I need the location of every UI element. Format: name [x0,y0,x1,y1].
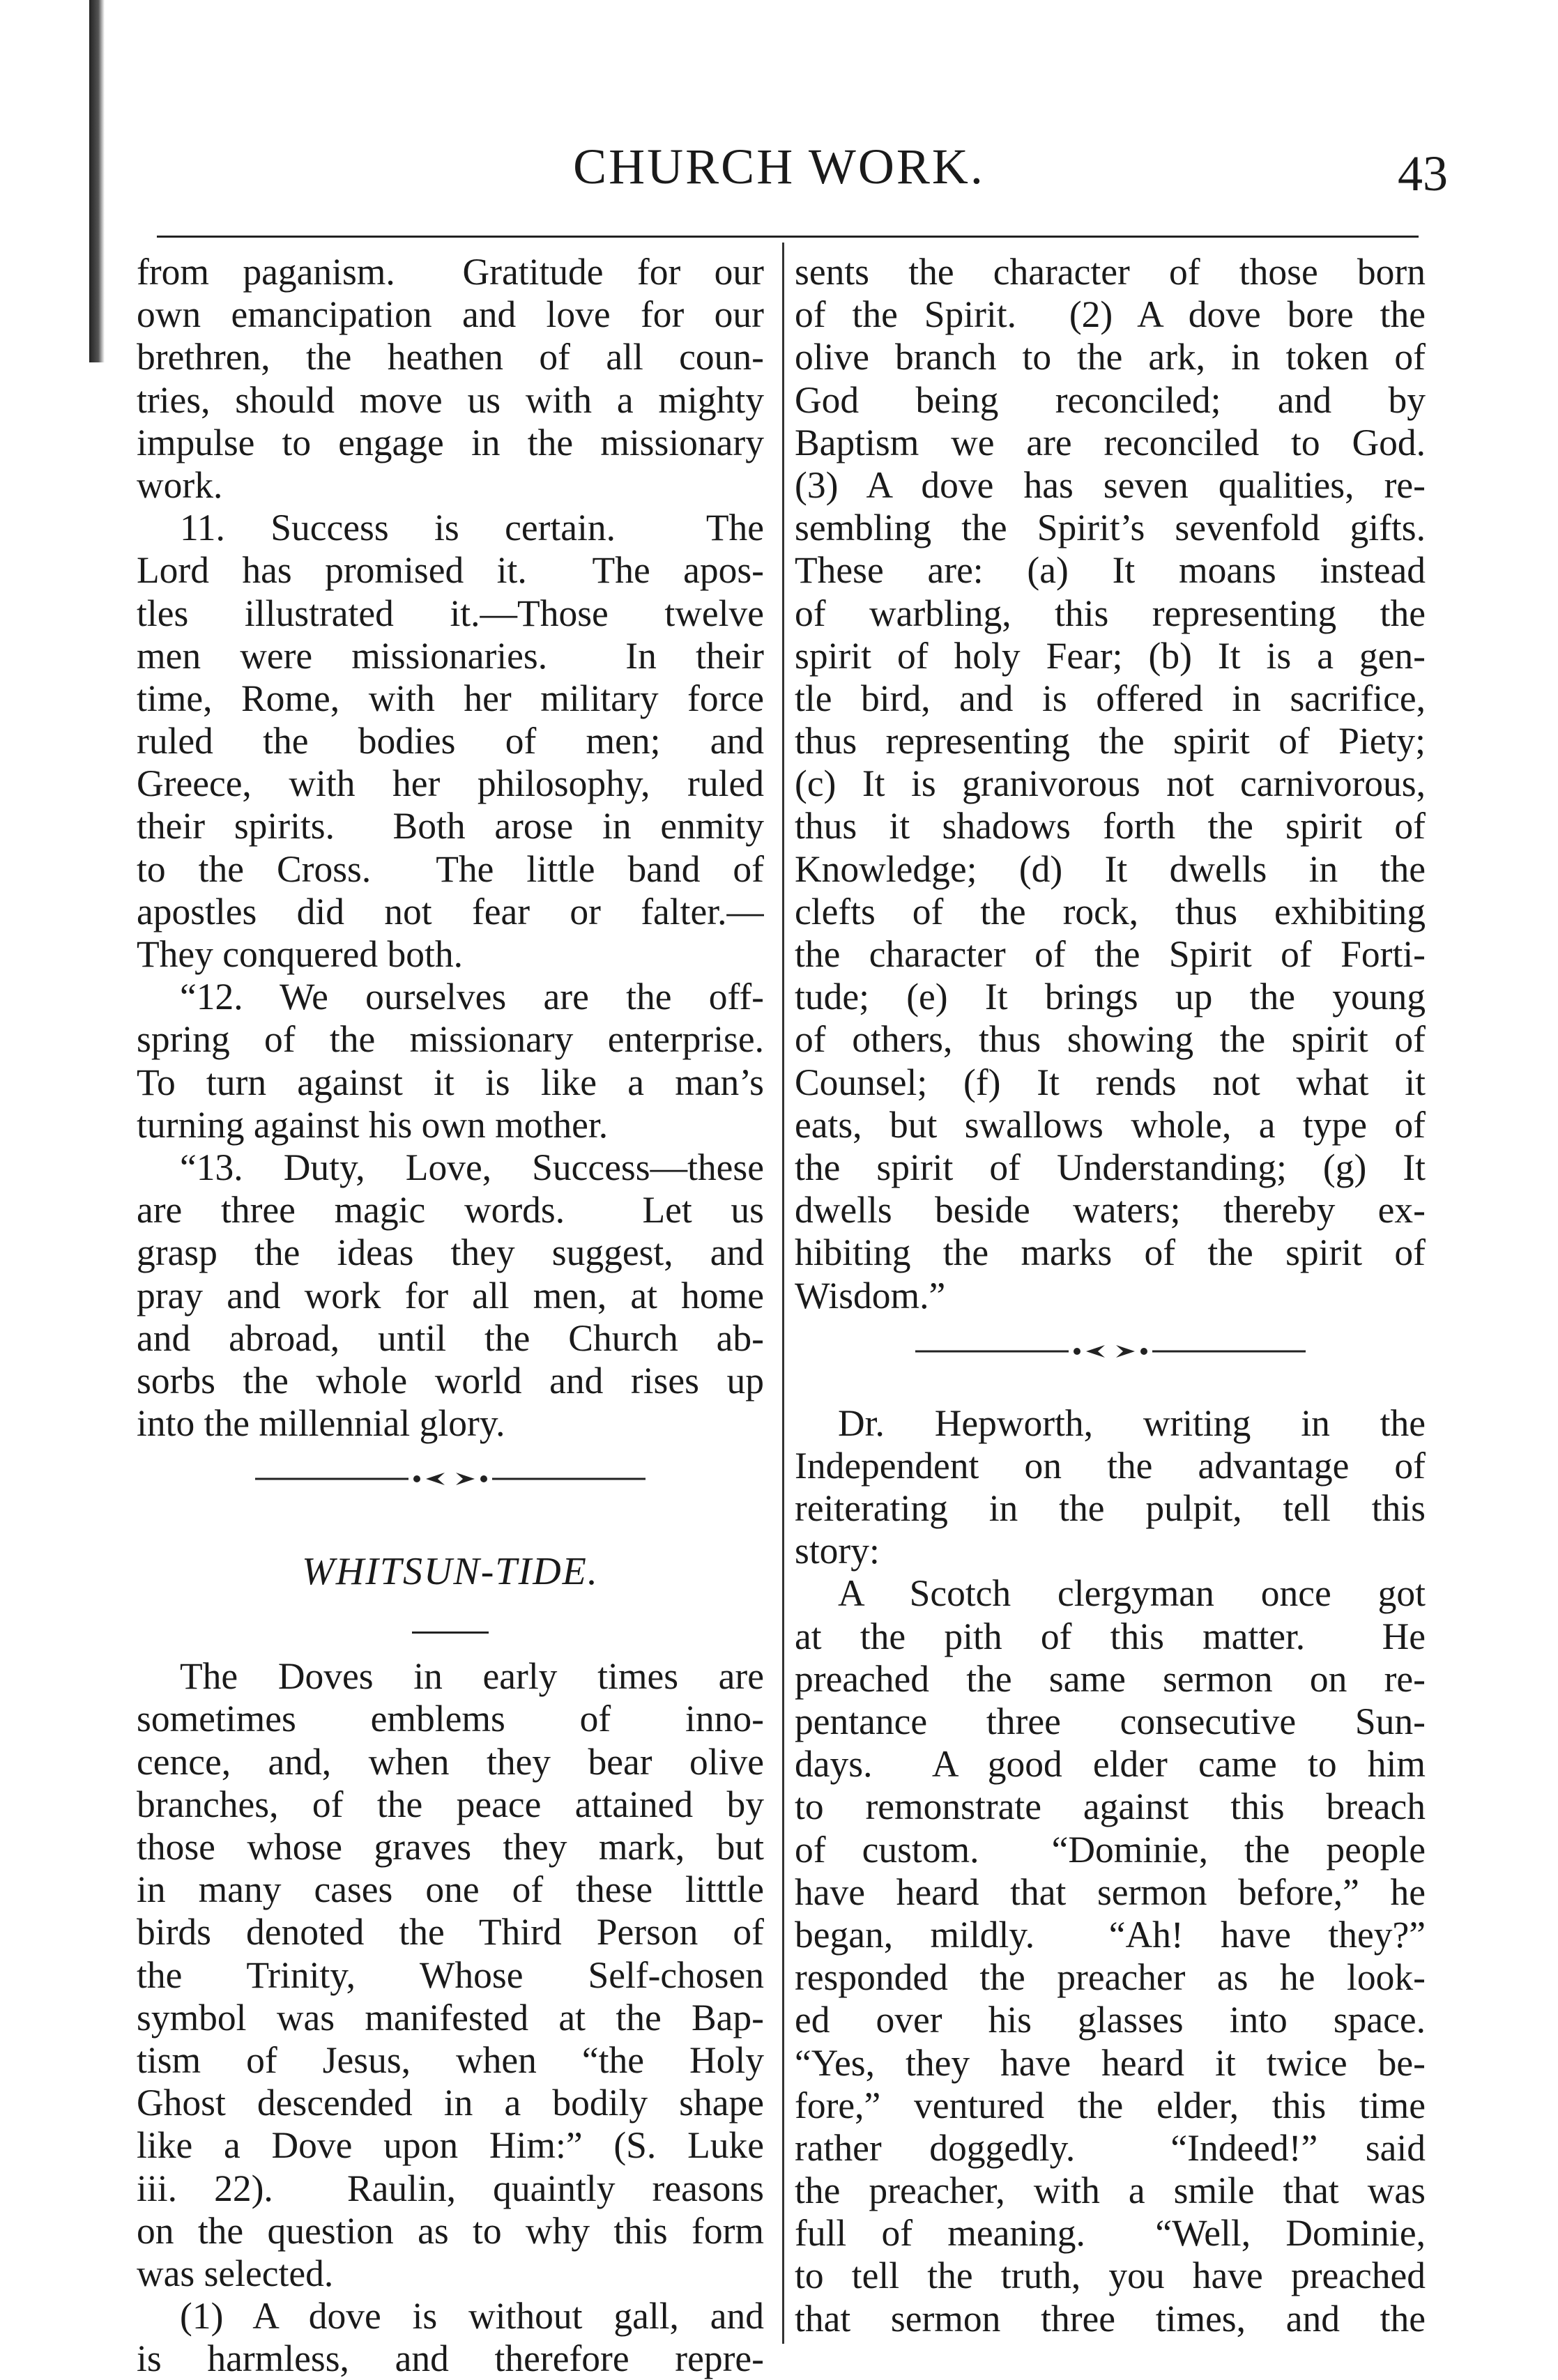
text-line: the Trinity, Whose Self-chosen [137,1953,764,1996]
text-line: time, Rome, with her military force [137,677,764,719]
text-line: (1) A dove is without gall, and [180,2295,764,2337]
text-line: tude; (e) It brings up the young [795,976,1426,1018]
text-line: tle bird, and is offered in sacrifice, [795,677,1426,719]
column-divider [782,243,784,2344]
text-line: of custom. “Dominie, the people [795,1828,1426,1871]
text-line: those whose graves they mark, but [137,1826,764,1868]
text-line: dwells beside waters; thereby ex- [795,1189,1426,1231]
text-line: of others, thus showing the spirit of [795,1018,1426,1061]
text-line: brethren, the heathen of all coun- [137,336,764,378]
text-line: pray and work for all men, at home [137,1274,764,1316]
text-line: men were missionaries. In their [137,634,764,677]
text-line: their spirits. Both arose in enmity [137,805,764,847]
text-line: Ghost descended in a bodily shape [137,2082,764,2124]
text-line: ruled the bodies of men; and [137,720,764,762]
text-line: like a Dove upon Him:” (S. Luke [137,2124,764,2167]
text-line: clefts of the rock, thus exhibiting [795,890,1426,932]
text-line: reiterating in the pulpit, tell this [795,1487,1426,1530]
ornament-divider [255,1468,646,1489]
text-line: responded the preacher as he look- [795,1956,1426,1999]
paragraph [137,2295,764,2380]
text-line: ed over his glasses into space. [795,1999,1426,2041]
text-line: and abroad, until the Church ab- [137,1316,764,1359]
text-line: the preacher, with a smile that was [795,2170,1426,2212]
text-line: story: [795,1530,880,1572]
text-line: The Doves in early times are [180,1655,764,1698]
text-line: of the Spirit. (2) A dove bore the [795,293,1426,336]
text-line: Independent on the advantage of [795,1444,1426,1487]
text-line: began, mildly. “Ah! have they?” [795,1913,1426,1956]
text-line: of warbling, this representing the [795,592,1426,634]
page-number: 43 [1398,146,1448,201]
text-line: pentance three consecutive Sun- [795,1700,1426,1742]
text-line: to the Cross. The little band of [137,847,764,890]
paragraph [137,1655,764,2295]
text-line: God being reconciled; and by [795,378,1426,421]
text-line: that sermon three times, and the [795,2297,1426,2340]
text-line: work. [137,463,223,506]
text-line: sometimes emblems of inno- [137,1698,764,1740]
text-line: Knowledge; (d) It dwells in the [795,847,1426,890]
section-ornament [795,1317,1426,1402]
text-line: to tell the truth, you have preached [795,2255,1426,2297]
right-column [795,251,1426,2340]
title-rule [137,1613,764,1655]
text-line: symbol was manifested at the Bap- [137,1996,764,2039]
text-line: spring of the missionary enterprise. [137,1018,764,1061]
text-line: days. A good elder came to him [795,1743,1426,1786]
text-line: fore,” ventured the elder, this time [795,2084,1426,2126]
left-column [137,251,764,2380]
text-line: These are: (a) It moans instead [795,549,1426,592]
text-line: is harmless, and therefore repre- [137,2337,764,2380]
text-line: Wisdom.” [795,1274,946,1316]
running-head: CHURCH WORK. [573,139,985,194]
text-line: thus it shadows forth the spirit of [795,805,1426,847]
text-line: branches, of the peace attained by [137,1783,764,1825]
text-line: have heard that sermon before,” he [795,1871,1426,1913]
paragraph [137,507,764,976]
text-line: in many cases one of these litttle [137,1868,764,1911]
text-line: at the pith of this matter. He [795,1615,1426,1657]
text-line: full of meaning. “Well, Dominie, [795,2212,1426,2255]
text-line: from paganism. Gratitude for our [137,251,764,293]
text-line: tism of Jesus, when “the Holy [137,2039,764,2081]
text-line: turning against his own mother. [137,1103,609,1146]
text-line: “13. Duty, Love, Success—these [180,1146,764,1188]
text-line: are three magic words. Let us [137,1189,764,1231]
ornament-divider [915,1341,1306,1362]
paragraph [795,251,1426,1317]
text-line: the spirit of Understanding; (g) It [795,1146,1426,1188]
section-title: WHITSUN-TIDE. [302,1550,599,1594]
text-line: was selected. [137,2252,334,2294]
text-line: eats, but swallows whole, a type of [795,1103,1426,1146]
text-line: To turn against it is like a man’s [137,1061,764,1103]
section-ornament [137,1445,764,1530]
text-line: iii. 22). Raulin, quaintly reasons [137,2167,764,2209]
text-line: They conquered both. [137,933,463,975]
text-line: A Scotch clergyman once got [838,1572,1426,1615]
text-line: olive branch to the ark, in token of [795,336,1426,378]
text-line: the character of the Spirit of Forti- [795,933,1426,975]
paragraph [795,1572,1426,2340]
text-line: on the question as to why this form [137,2209,764,2252]
text-line: spirit of holy Fear; (b) It is a gen- [795,634,1426,677]
text-line: into the millennial glory. [137,1402,505,1445]
text-line: preached the same sermon on re- [795,1657,1426,1700]
text-line: (3) A dove has seven qualities, re- [795,463,1426,506]
text-line: thus representing the spirit of Piety; [795,720,1426,762]
header-rule [157,236,1419,238]
text-line: (c) It is granivorous not carnivorous, [795,762,1426,805]
text-line: tries, should move us with a mighty [137,378,764,421]
paragraph [795,1402,1426,1573]
text-line: Greece, with her philosophy, ruled [137,762,764,805]
text-line: sorbs the whole world and rises up [137,1359,764,1402]
text-line: to remonstrate against this breach [795,1786,1426,1828]
text-line: birds denoted the Third Person of [137,1911,764,1953]
text-line: sents the character of those born [795,251,1426,293]
text-line: 11. Success is certain. The [180,507,764,549]
paragraph [137,1146,764,1445]
text-line: apostles did not fear or falter.— [137,890,764,932]
text-line: cence, and, when they bear olive [137,1740,764,1783]
text-line: Baptism we are reconciled to God. [795,421,1426,463]
paragraph [137,976,764,1146]
text-line: Dr. Hepworth, writing in the [838,1402,1426,1444]
text-line: tles illustrated it.—Those twelve [137,592,764,634]
text-line: “12. We ourselves are the off- [180,976,764,1018]
text-line: own emancipation and love for our [137,293,764,336]
text-line: rather doggedly. “Indeed!” said [795,2126,1426,2169]
text-line: Counsel; (f) It rends not what it [795,1061,1426,1103]
text-line: Lord has promised it. The apos- [137,549,764,592]
text-line: hibiting the marks of the spirit of [795,1231,1426,1274]
text-line: “Yes, they have heard it twice be- [795,2041,1426,2084]
text-line: impulse to engage in the missionary [137,421,764,463]
text-line: grasp the ideas they suggest, and [137,1231,764,1274]
text-line: sembling the Spirit’s sevenfold gifts. [795,507,1426,549]
paragraph [137,251,764,507]
